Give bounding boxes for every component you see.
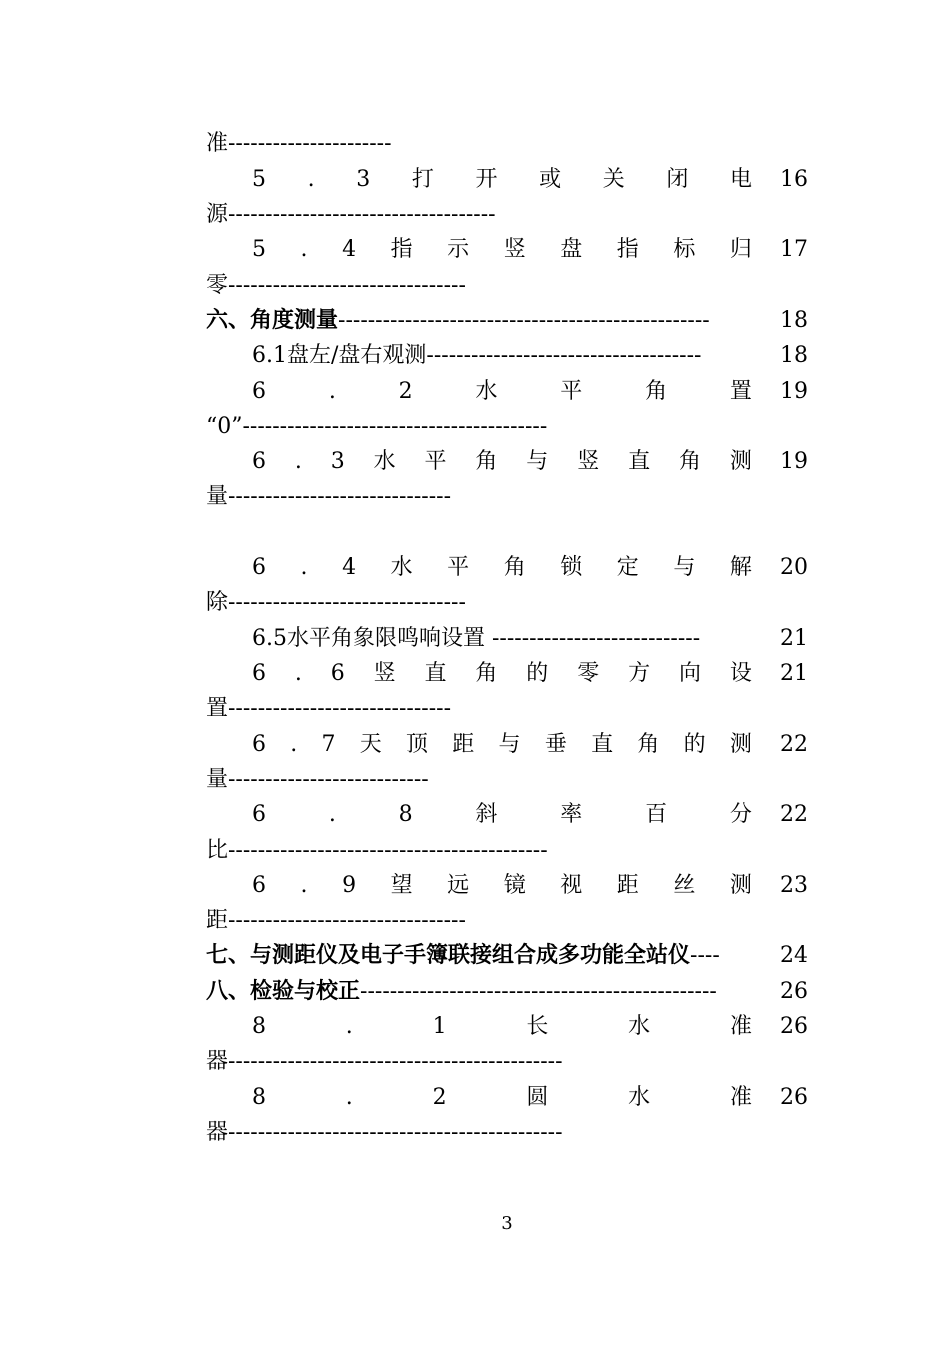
toc-entry-char: 水 — [390, 555, 413, 580]
toc-leader-dashes: ---- — [690, 943, 720, 968]
toc-entry-char: 平 — [447, 555, 470, 580]
toc-entry-char: 2 — [398, 379, 413, 404]
toc-entry-6-7[interactable] — [252, 727, 752, 762]
toc-entry-char: 6 — [252, 449, 266, 474]
toc-entry-char: 角 — [475, 661, 498, 686]
toc-entry-char: 9 — [342, 873, 357, 898]
toc-entry-char: 5 — [252, 237, 266, 262]
toc-entry-title: 6.1盘左/盘右观测 — [252, 343, 427, 368]
toc-entry-6-1[interactable] — [252, 338, 754, 373]
toc-entry-char: 设 — [729, 661, 752, 686]
toc-entry-char: 平 — [560, 379, 583, 404]
toc-page-number: 22 — [780, 802, 808, 827]
toc-entry-char: . — [300, 555, 308, 580]
toc-entry-char: 直 — [424, 661, 447, 686]
toc-entry-char: 开 — [475, 167, 498, 192]
toc-entry-char: 天 — [359, 732, 382, 757]
toc-entry-6-4-continuation: 除-------------------------------- — [206, 590, 466, 615]
toc-chapter-8[interactable] — [206, 974, 754, 1009]
toc-entry-5-4-continuation: 零-------------------------------- — [206, 273, 466, 298]
toc-entry-char: . — [328, 802, 336, 827]
toc-entry-6-2[interactable] — [252, 374, 752, 409]
toc-entry-title: 6.5水平角象限鸣响设置 — [252, 626, 485, 651]
toc-entry-char: 角 — [503, 555, 526, 580]
toc-entry-5-4[interactable] — [252, 232, 752, 267]
toc-leader-dashes: ---------------------------- — [485, 626, 701, 651]
toc-entry-char: 角 — [678, 449, 701, 474]
toc-page-number: 21 — [780, 626, 808, 651]
toc-entry-char: 6 — [252, 873, 266, 898]
toc-entry-char: 视 — [560, 873, 583, 898]
toc-entry-char: . — [294, 449, 302, 474]
toc-entry-char: 顶 — [406, 732, 429, 757]
toc-entry-char: 百 — [645, 802, 668, 827]
toc-entry-char: 闭 — [666, 167, 689, 192]
toc-entry-char: 电 — [729, 167, 752, 192]
toc-entry-char: 方 — [628, 661, 651, 686]
toc-entry-6-3-continuation: 量------------------------------ — [206, 484, 452, 509]
toc-chapter-6[interactable] — [206, 303, 754, 338]
toc-entry-char: 水 — [628, 1085, 651, 1110]
toc-entry-6-5[interactable] — [252, 621, 754, 656]
toc-entry-char: 角 — [475, 449, 498, 474]
toc-page-number: 23 — [780, 873, 808, 898]
toc-page-number: 26 — [780, 1014, 808, 1039]
toc-entry-char: 关 — [602, 167, 625, 192]
toc-page-number: 19 — [780, 449, 808, 474]
toc-page-number: 20 — [780, 555, 808, 580]
toc-entry-char: . — [300, 237, 308, 262]
toc-entry-char: . — [307, 167, 315, 192]
toc-chapter-7[interactable] — [206, 938, 754, 973]
toc-entry-char: 直 — [628, 449, 651, 474]
toc-entry-8-2[interactable] — [252, 1080, 752, 1115]
toc-entry-char: 角 — [637, 732, 660, 757]
toc-entry-6-8-continuation: 比------------------------------------------- — [206, 838, 548, 863]
toc-chapter-title: 六、角度测量 — [206, 307, 339, 333]
toc-page-number: 24 — [780, 943, 808, 968]
toc-entry-char: 直 — [591, 732, 614, 757]
toc-entry-char: 镜 — [503, 873, 526, 898]
toc-entry-6-9-continuation: 距-------------------------------- — [206, 908, 466, 933]
toc-entry-char: 垂 — [544, 732, 567, 757]
toc-entry-char: 或 — [539, 167, 562, 192]
toc-entry-char: 竖 — [373, 661, 396, 686]
toc-entry-6-3[interactable] — [252, 444, 752, 479]
toc-leader-dashes: -------------------------------------------------- — [338, 308, 710, 333]
toc-entry-char: 7 — [321, 732, 336, 757]
toc-entry-6-6[interactable] — [252, 656, 752, 691]
toc-entry-char: 4 — [342, 237, 357, 262]
toc-page-number: 26 — [780, 979, 808, 1004]
toc-entry-char: 水 — [628, 1014, 651, 1039]
toc-entry-char: 准 — [729, 1085, 752, 1110]
toc-entry-char: 长 — [526, 1014, 549, 1039]
toc-entry-char: 远 — [447, 873, 470, 898]
toc-entry-char: . — [345, 1014, 353, 1039]
toc-entry-6-9[interactable] — [252, 868, 752, 903]
toc-entry-char: 与 — [673, 555, 696, 580]
toc-page-number: 16 — [780, 167, 808, 192]
toc-entry-char: 距 — [616, 873, 639, 898]
toc-entry-char: 竖 — [577, 449, 600, 474]
toc-entry-char: 2 — [432, 1085, 447, 1110]
toc-entry-5-3-continuation: 源------------------------------------ — [206, 202, 496, 227]
toc-entry-char: 锁 — [560, 555, 583, 580]
toc-entry-char: 竖 — [503, 237, 526, 262]
toc-entry-char: 的 — [526, 661, 549, 686]
toc-entry-char: 打 — [411, 167, 434, 192]
toc-entry-char: 8 — [252, 1085, 266, 1110]
toc-entry-char: 6 — [252, 661, 266, 686]
toc-entry-char: 解 — [729, 555, 752, 580]
toc-entry-char: 指 — [390, 237, 413, 262]
toc-entry-char: 准 — [729, 1014, 752, 1039]
toc-entry-char: 归 — [729, 237, 752, 262]
toc-entry-char: 望 — [390, 873, 413, 898]
toc-entry-char: 标 — [673, 237, 696, 262]
toc-entry-6-7-continuation: 量--------------------------- — [206, 767, 429, 792]
toc-fragment-top: 准---------------------- — [206, 131, 392, 156]
toc-entry-char: 距 — [452, 732, 475, 757]
toc-entry-char: 的 — [683, 732, 706, 757]
toc-entry-char: 测 — [729, 873, 752, 898]
toc-entry-6-8[interactable] — [252, 797, 752, 832]
toc-entry-8-2-continuation: 器--------------------------------------------- — [206, 1120, 563, 1145]
toc-page-number: 26 — [780, 1085, 808, 1110]
toc-entry-8-1[interactable] — [252, 1009, 752, 1044]
toc-entry-6-4[interactable] — [252, 550, 752, 585]
toc-entry-char: 斜 — [475, 802, 498, 827]
toc-entry-char: 角 — [645, 379, 668, 404]
toc-page-number: 19 — [780, 379, 808, 404]
toc-chapter-title: 七、与测距仪及电子手簿联接组合成多功能全站仪 — [206, 942, 691, 968]
toc-entry-char: 6 — [252, 802, 266, 827]
toc-entry-char: 圆 — [526, 1085, 549, 1110]
toc-page-number: 22 — [780, 732, 808, 757]
toc-entry-char: 零 — [577, 661, 600, 686]
toc-entry-char: . — [290, 732, 298, 757]
toc-entry-8-1-continuation: 器--------------------------------------------- — [206, 1049, 563, 1074]
toc-entry-char: 水 — [475, 379, 498, 404]
toc-entry-char: . — [328, 379, 336, 404]
toc-page-number: 18 — [780, 343, 808, 368]
toc-entry-char: . — [345, 1085, 353, 1110]
toc-entry-char: 盘 — [560, 237, 583, 262]
page-number-footer: 3 — [501, 1213, 513, 1234]
toc-leader-dashes: ------------------------------------- — [426, 343, 702, 368]
toc-entry-char: 丝 — [673, 873, 696, 898]
toc-entry-char: 与 — [526, 449, 549, 474]
toc-chapter-title: 八、检验与校正 — [206, 978, 361, 1004]
toc-entry-char: 向 — [678, 661, 701, 686]
toc-leader-dashes: ------------------------------------------------ — [360, 979, 717, 1004]
toc-entry-char: 5 — [252, 167, 266, 192]
toc-entry-char: . — [294, 661, 302, 686]
toc-entry-5-3[interactable] — [252, 162, 752, 197]
toc-entry-char: 率 — [560, 802, 583, 827]
toc-entry-char: 水 — [373, 449, 396, 474]
toc-page-number: 18 — [780, 308, 808, 333]
toc-entry-6-2-continuation: “0”----------------------------------------- — [206, 414, 548, 439]
toc-entry-char: 1 — [432, 1014, 447, 1039]
toc-entry-char: 8 — [398, 802, 413, 827]
toc-entry-char: 定 — [616, 555, 639, 580]
toc-entry-char: 6 — [252, 379, 266, 404]
toc-entry-6-6-continuation: 置------------------------------ — [206, 696, 452, 721]
toc-page-number: 21 — [780, 661, 808, 686]
toc-entry-char: 4 — [342, 555, 357, 580]
toc-entry-char: 测 — [729, 449, 752, 474]
toc-page-number: 17 — [780, 237, 808, 262]
toc-entry-char: 6 — [330, 661, 345, 686]
toc-entry-char: 指 — [616, 237, 639, 262]
toc-entry-char: 3 — [356, 167, 371, 192]
toc-entry-char: 6 — [252, 732, 266, 757]
toc-entry-char: 置 — [729, 379, 752, 404]
toc-entry-char: 6 — [252, 555, 266, 580]
toc-entry-char: 示 — [447, 237, 470, 262]
toc-entry-char: 分 — [729, 802, 752, 827]
toc-entry-char: . — [300, 873, 308, 898]
toc-entry-char: 平 — [424, 449, 447, 474]
toc-entry-char: 与 — [498, 732, 521, 757]
toc-entry-char: 测 — [729, 732, 752, 757]
toc-entry-char: 8 — [252, 1014, 266, 1039]
toc-entry-char: 3 — [330, 449, 345, 474]
